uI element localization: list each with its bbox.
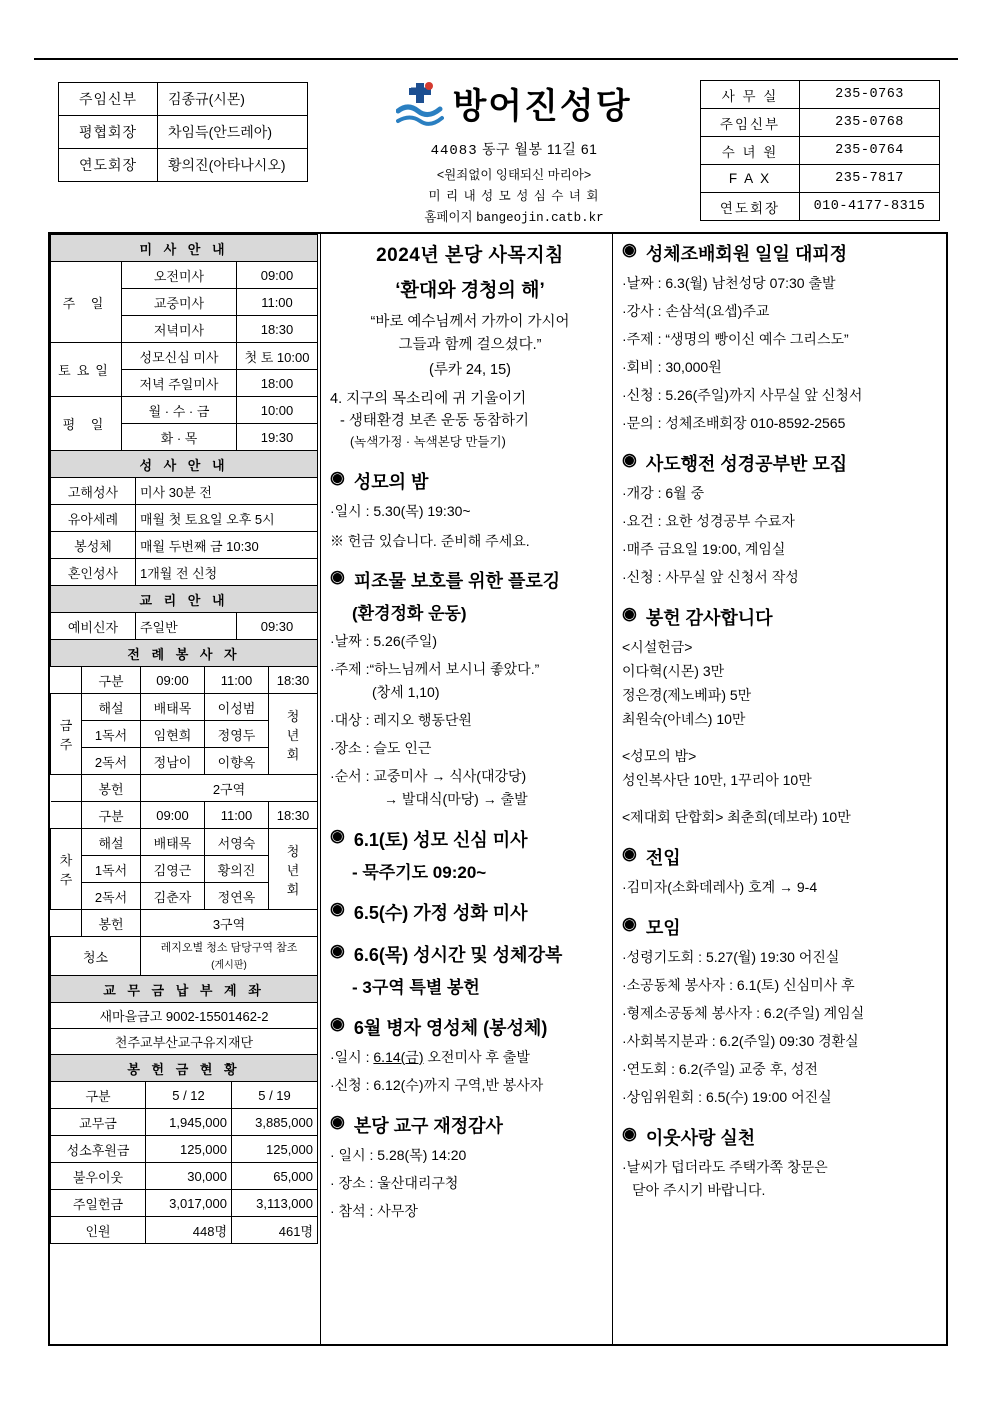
parish-staff-table — [58, 82, 308, 182]
bullet-icon: ◉ — [330, 566, 345, 586]
table-row — [51, 667, 318, 694]
account-table — [50, 975, 318, 1055]
bullet-icon: ◉ — [330, 1111, 345, 1131]
liturgy-header: 09:00 — [141, 802, 205, 829]
donation-marian-label: <성모의 밤> — [622, 748, 697, 764]
bullet-icon: ◉ — [330, 825, 345, 845]
meeting-social-welfare: ·사회복지분과 : 6.2(주일) 09:30 경환실 — [622, 1033, 859, 1049]
liturgy-offering-zone: 2구역 — [141, 775, 318, 802]
sick-communion-date — [330, 1047, 610, 1068]
table-row — [51, 262, 318, 289]
scripture-quote-line1: “바로 예수님께서 가까이 가시어 — [370, 314, 570, 330]
marian-night-date: ·일시 : 5.30(목) 19:30~ — [330, 502, 471, 519]
liturgy-server: 배태목 — [141, 829, 205, 856]
retreat-theme: ·주제 : “생명의 빵이신 예수 그리스도” — [622, 331, 849, 347]
section-title: 모임 — [645, 918, 681, 938]
retreat-contact: ·문의 : 성체조배회장 010-8592-2565 — [622, 415, 846, 431]
donation-facility-3: 최원숙(아녜스) 10만 — [622, 711, 746, 727]
bible-study-apply: ·신청 : 사무실 앞 신청서 작성 — [622, 569, 799, 585]
mass-name: 성모신심 미사 — [122, 343, 237, 370]
sacrament-label: 봉성체 — [51, 532, 136, 559]
donation-facility-label: <시설헌금> — [622, 639, 693, 655]
section-heading-bible-study — [622, 450, 922, 476]
sacrament-value: 1개월 전 신청 — [136, 559, 318, 586]
retreat-date: ·날짜 : 6.3(월) 남천성당 07:30 출발 — [622, 275, 836, 291]
liturgy-server: 황의진 — [205, 856, 269, 883]
guide-item-4 — [330, 389, 610, 451]
column-divider-2 — [612, 234, 613, 1344]
contact-label: 수 녀 원 — [701, 137, 800, 165]
staff-label: 평협회장 — [59, 116, 158, 149]
column-divider-1 — [320, 234, 321, 1344]
section-heading-donation-thanks — [622, 604, 922, 630]
street-address: 동구 월봉 11길 61 — [482, 141, 598, 157]
bullet-icon: ◉ — [330, 898, 345, 918]
mass-name: 오전미사 — [122, 262, 237, 289]
holy-hour-offering: - 3구역 특별 봉헌 — [352, 977, 480, 997]
finance-audit-date: · 일시 : 5.28(목) 14:20 — [330, 1146, 467, 1163]
table-row — [51, 694, 318, 721]
pastoral-guide-title: 2024년 본당 사목지침 — [376, 245, 564, 266]
offering-value: 65,000 — [232, 1163, 318, 1190]
cleaning-note: (게시판) — [211, 960, 247, 971]
section-title: 전입 — [645, 848, 681, 868]
liturgy-role: 1독서 — [82, 721, 141, 748]
section-title: 성체조배회원 일일 대피정 — [645, 244, 848, 264]
catechism-time: 09:30 — [237, 613, 318, 640]
retreat-lecturer: ·강사 : 손삼석(요셉)주교 — [622, 303, 770, 319]
offering-value: 125,000 — [146, 1136, 232, 1163]
liturgy-week1-label: 금 주 — [51, 694, 82, 775]
marian-night-note: ※ 헌금 있습니다. 준비해 주세요. — [330, 532, 530, 549]
sacrament-value: 미사 30분 전 — [136, 478, 318, 505]
church-identity — [364, 76, 664, 225]
table-row — [51, 937, 318, 976]
mass-name: 화 · 목 — [122, 424, 237, 451]
cleaning-label: 청소 — [51, 937, 141, 976]
homepage-label: 홈페이지 — [424, 210, 473, 224]
table-row — [701, 137, 940, 165]
meeting-standing-committee: ·상임위원회 : 6.5(수) 19:00 어진실 — [622, 1089, 832, 1105]
offering-value: 3,113,000 — [232, 1190, 318, 1217]
contact-label: 사 무 실 — [701, 81, 800, 109]
table-row — [51, 478, 318, 505]
bullet-icon: ◉ — [622, 240, 637, 259]
mass-group-sunday: 주 일 — [51, 262, 122, 343]
section-heading-meetings — [622, 914, 922, 940]
mass-time: 첫 토 10:00 — [237, 343, 318, 370]
offering-value: 30,000 — [146, 1163, 232, 1190]
section-heading-neighbor-love — [622, 1124, 922, 1150]
section-title: 6.1(토) 성모 신심 미사 — [353, 829, 528, 850]
staff-value: 김종규(시몬) — [158, 83, 308, 116]
table-row — [51, 1136, 318, 1163]
table-row — [51, 1190, 318, 1217]
offering-header: 5 / 19 — [232, 1082, 318, 1109]
bullet-icon: ◉ — [622, 450, 637, 469]
liturgy-server: 정남이 — [141, 748, 205, 775]
plogging-order2: → 발대식(마당) → 출발 — [384, 790, 528, 807]
liturgy-server: 배태목 — [141, 694, 205, 721]
sacraments-title: 성 사 안 내 — [51, 451, 318, 478]
sacrament-label: 혼인성사 — [51, 559, 136, 586]
liturgy-header: 18:30 — [269, 667, 318, 694]
liturgy-role: 해설 — [82, 829, 141, 856]
offering-label: 주일헌금 — [51, 1190, 146, 1217]
section-heading-holy-hour — [330, 941, 610, 967]
liturgy-week2-label: 차 주 — [51, 829, 82, 910]
mass-time: 11:00 — [237, 289, 318, 316]
section-title: 이웃사랑 실천 — [645, 1128, 756, 1148]
sacrament-value: 매월 첫 토요일 오후 5시 — [136, 505, 318, 532]
offering-value: 125,000 — [232, 1136, 318, 1163]
guide-item-4-line2: - 생태환경 보존 운동 동참하기 — [340, 413, 530, 430]
table-row — [51, 397, 318, 424]
table-row — [51, 505, 318, 532]
retreat-fee: ·회비 : 30,000원 — [622, 359, 722, 375]
contact-value: 235-0768 — [800, 109, 940, 137]
offering-value: 1,945,000 — [146, 1109, 232, 1136]
meeting-yeondohoe: ·연도회 : 6.2(주일) 교중 후, 성전 — [622, 1061, 818, 1077]
offering-value: 3,885,000 — [232, 1109, 318, 1136]
account-line1: 새마을금고 9002-15501462-2 — [51, 1003, 318, 1029]
liturgy-header: 09:00 — [141, 667, 205, 694]
address-line — [364, 139, 664, 159]
offering-title: 봉 헌 금 현 황 — [51, 1055, 318, 1082]
section-heading-marian-mass — [330, 826, 610, 852]
mass-time: 18:30 — [237, 316, 318, 343]
offering-value: 448명 — [146, 1217, 232, 1244]
header — [34, 72, 958, 225]
plogging-theme: ·주제 :“하느님께서 보시니 좋았다.” — [330, 660, 540, 677]
liturgy-server: 김춘자 — [141, 883, 205, 910]
mass-group-saturday: 토요일 — [51, 343, 122, 397]
table-row — [701, 81, 940, 109]
church-name: 방어진성당 — [452, 87, 632, 126]
zip-code: 44083 — [430, 143, 478, 159]
liturgy-server: 서영숙 — [205, 829, 269, 856]
sacrament-label: 유아세례 — [51, 505, 136, 532]
table-row — [51, 829, 318, 856]
plogging-target: ·대상 : 레지오 행동단원 — [330, 711, 472, 728]
bullet-icon: ◉ — [622, 604, 637, 623]
liturgy-offering-label: 봉헌 — [82, 910, 141, 937]
offering-label: 성소후원금 — [51, 1136, 146, 1163]
catechism-label: 예비신자 — [51, 613, 136, 640]
offering-value: 3,017,000 — [146, 1190, 232, 1217]
finance-audit-attendee: · 참석 : 사무장 — [330, 1202, 418, 1219]
section-heading-adoration-retreat — [622, 240, 922, 266]
donation-marian-1: 성인복사단 10만, 1꾸리아 10만 — [622, 772, 812, 788]
contact-value: 010-4177-8315 — [800, 193, 940, 221]
section-title: 6.5(수) 가정 성화 미사 — [353, 902, 528, 923]
catechism-value: 주일반 — [136, 613, 237, 640]
section-heading-sick-communion — [330, 1014, 610, 1040]
section-heading-finance-audit — [330, 1112, 610, 1138]
subtitle-order: 미 리 내 성 모 성 심 수 녀 회 — [428, 189, 600, 203]
bullet-icon: ◉ — [330, 467, 345, 487]
offering-label: 인원 — [51, 1217, 146, 1244]
section-heading-family-mass — [330, 899, 610, 925]
offering-label: 교무금 — [51, 1109, 146, 1136]
marian-mass-rosary: - 묵주기도 09:20~ — [352, 862, 487, 882]
sick-communion-date-post: 오전미사 후 출발 — [423, 1048, 530, 1065]
sacraments-table — [50, 450, 318, 586]
liturgy-server: 정영두 — [205, 721, 269, 748]
liturgy-server: 이성범 — [205, 694, 269, 721]
liturgy-header: 18:30 — [269, 802, 318, 829]
contact-label: F A X — [701, 165, 800, 193]
catechism-table — [50, 585, 318, 640]
liturgy-header: 구분 — [82, 802, 141, 829]
table-row — [51, 343, 318, 370]
homepage-url[interactable]: bangeojin.catb.kr — [476, 211, 604, 225]
column-right — [622, 240, 922, 1201]
account-title: 교 무 금 납 부 계 좌 — [51, 976, 318, 1003]
table-row — [51, 802, 318, 829]
section-heading-transfer-in — [622, 844, 922, 870]
table-row — [59, 149, 308, 182]
sacrament-value: 매월 두번째 금 10:30 — [136, 532, 318, 559]
offering-header: 구분 — [51, 1082, 146, 1109]
mass-name: 월 · 수 · 금 — [122, 397, 237, 424]
liturgy-header: 구분 — [82, 667, 141, 694]
homepage-line — [364, 207, 664, 225]
donation-facility-1: 이다혁(시몬) 3만 — [622, 663, 725, 679]
mass-time: 09:00 — [237, 262, 318, 289]
table-row — [701, 165, 940, 193]
table-row — [59, 83, 308, 116]
bullet-icon: ◉ — [622, 844, 637, 863]
table-row — [51, 613, 318, 640]
cleaning-value: 레지오별 청소 담당구역 참조 — [160, 942, 298, 955]
guide-item-4-line3: (녹색가정 · 녹색본당 만들기) — [350, 434, 506, 449]
mass-name: 저녁 주일미사 — [122, 370, 237, 397]
liturgy-role: 2독서 — [82, 883, 141, 910]
meeting-brothers-community: ·형제소공동체 봉사자 : 6.2(주일) 계임실 — [622, 1005, 865, 1021]
bible-study-open: ·개강 : 6월 중 — [622, 485, 705, 501]
liturgy-server: 임현희 — [141, 721, 205, 748]
sick-communion-date-pre: ·일시 : — [330, 1048, 374, 1065]
contact-table — [700, 80, 940, 221]
donation-facility-2: 정은경(제노베파) 5만 — [622, 687, 752, 703]
meeting-small-community: ·소공동체 봉사자 : 6.1(토) 신심미사 후 — [622, 977, 855, 993]
contact-label: 연도회장 — [701, 193, 800, 221]
header-rule — [34, 58, 958, 60]
table-row — [59, 116, 308, 149]
offering-label: 불우이웃 — [51, 1163, 146, 1190]
liturgy-header: 11:00 — [205, 802, 269, 829]
contact-value: 235-0764 — [800, 137, 940, 165]
staff-label: 주임신부 — [59, 83, 158, 116]
liturgy-evening-group: 청 년 회 — [269, 829, 318, 910]
liturgy-evening-group: 청 년 회 — [269, 694, 318, 775]
sick-communion-apply: ·신청 : 6.12(수)까지 구역,반 봉사자 — [330, 1076, 544, 1093]
meeting-charismatic: ·성령기도회 : 5.27(월) 19:30 어진실 — [622, 949, 840, 965]
contact-value: 235-7817 — [800, 165, 940, 193]
mass-time: 10:00 — [237, 397, 318, 424]
table-row — [51, 559, 318, 586]
liturgy-server: 이향옥 — [205, 748, 269, 775]
contact-value: 235-0763 — [800, 81, 940, 109]
liturgy-title: 전 례 봉 사 자 — [51, 640, 318, 667]
bullet-icon: ◉ — [330, 940, 345, 960]
mass-group-weekday: 평 일 — [51, 397, 122, 451]
table-row — [701, 193, 940, 221]
church-logo-icon — [396, 81, 444, 127]
scripture-quote-line2: 그들과 함께 걸으셨다.” — [398, 337, 542, 354]
subtitle-immaculate: <원죄없이 잉태되신 마리아> — [436, 168, 592, 182]
neighbor-love-line1: ·날씨가 덥더라도 주택가쪽 창문은 — [622, 1159, 828, 1175]
offering-value: 461명 — [232, 1217, 318, 1244]
staff-value: 황의진(아타나시오) — [158, 149, 308, 182]
bullet-icon: ◉ — [622, 914, 637, 933]
sacrament-label: 고해성사 — [51, 478, 136, 505]
liturgy-server: 정연옥 — [205, 883, 269, 910]
transfer-in-entry: ·김미자(소화데레사) 호계 → 9-4 — [622, 879, 818, 895]
plogging-order: ·순서 : 교중미사 → 식사(대강당) — [330, 767, 527, 784]
logo-row — [364, 76, 664, 132]
table-row — [51, 1217, 318, 1244]
plogging-theme-ref: (창세 1,10) — [372, 683, 440, 700]
bible-study-requirement: ·요건 : 요한 성경공부 수료자 — [622, 513, 795, 529]
section-title: 6.6(목) 성시간 및 성체강복 — [353, 944, 563, 965]
liturgy-offering-label: 봉헌 — [82, 775, 141, 802]
section-title: 사도행전 성경공부반 모집 — [645, 454, 848, 474]
donation-altar-group: <제대회 단합회> 최춘희(데보라) 10만 — [622, 809, 851, 825]
plogging-place: ·장소 : 슬도 인근 — [330, 739, 432, 756]
guide-item-4-line1: 4. 지구의 목소리에 귀 기울이기 — [330, 391, 527, 408]
liturgy-header: 11:00 — [205, 667, 269, 694]
mass-time: 19:30 — [237, 424, 318, 451]
liturgy-role: 2독서 — [82, 748, 141, 775]
bullet-icon: ◉ — [330, 1013, 345, 1033]
table-row — [51, 1082, 318, 1109]
retreat-apply: ·신청 : 5.26(주일)까지 사무실 앞 신청서 — [622, 387, 863, 403]
mass-name: 저녁미사 — [122, 316, 237, 343]
bullet-icon: ◉ — [622, 1124, 637, 1143]
column-middle — [330, 240, 610, 1222]
column-left — [50, 234, 318, 1244]
staff-label: 연도회장 — [59, 149, 158, 182]
plogging-date: ·날짜 : 5.26(주일) — [330, 632, 437, 649]
sick-communion-date-value: 6.14(금) — [373, 1048, 424, 1065]
table-row — [51, 1109, 318, 1136]
neighbor-love-line2: 닫아 주시기 바랍니다. — [632, 1182, 766, 1198]
table-row — [701, 109, 940, 137]
liturgy-role: 1독서 — [82, 856, 141, 883]
offering-status-table — [50, 1054, 318, 1244]
section-title: 성모의 밤 — [353, 471, 429, 492]
plogging-subtitle: (환경정화 운동) — [352, 603, 467, 623]
liturgy-servers-table — [50, 639, 318, 976]
contact-label: 주임신부 — [701, 109, 800, 137]
section-title: 본당 교구 재정감사 — [353, 1115, 503, 1136]
finance-audit-place: · 장소 : 울산대리구청 — [330, 1174, 459, 1191]
table-row — [51, 910, 318, 937]
liturgy-offering-zone: 3구역 — [141, 910, 318, 937]
table-row — [51, 532, 318, 559]
mass-schedule-table — [50, 234, 318, 451]
table-row — [51, 1003, 318, 1029]
pastoral-guide-theme: ‘환대와 경청의 해’ — [395, 280, 545, 301]
catechism-title: 교 리 안 내 — [51, 586, 318, 613]
section-heading-plogging — [330, 567, 610, 593]
bible-study-schedule: ·매주 금요일 19:00, 계임실 — [622, 541, 786, 557]
mass-name: 교중미사 — [122, 289, 237, 316]
table-row — [51, 1029, 318, 1055]
offering-header: 5 / 12 — [146, 1082, 232, 1109]
scripture-reference: (루카 24, 15) — [428, 362, 511, 379]
section-title: 봉헌 감사합니다 — [645, 608, 773, 628]
section-title: 6월 병자 영성체 (봉성체) — [353, 1017, 548, 1038]
mass-title: 미 사 안 내 — [51, 235, 318, 262]
liturgy-role: 해설 — [82, 694, 141, 721]
staff-value: 차임득(안드레아) — [158, 116, 308, 149]
account-line2: 천주교부산교구유지재단 — [51, 1029, 318, 1055]
table-row — [51, 1163, 318, 1190]
table-row — [51, 775, 318, 802]
section-title: 피조물 보호를 위한 플로깅 — [353, 570, 561, 591]
section-heading-marian-night — [330, 468, 610, 494]
liturgy-server: 김영근 — [141, 856, 205, 883]
mass-time: 18:00 — [237, 370, 318, 397]
